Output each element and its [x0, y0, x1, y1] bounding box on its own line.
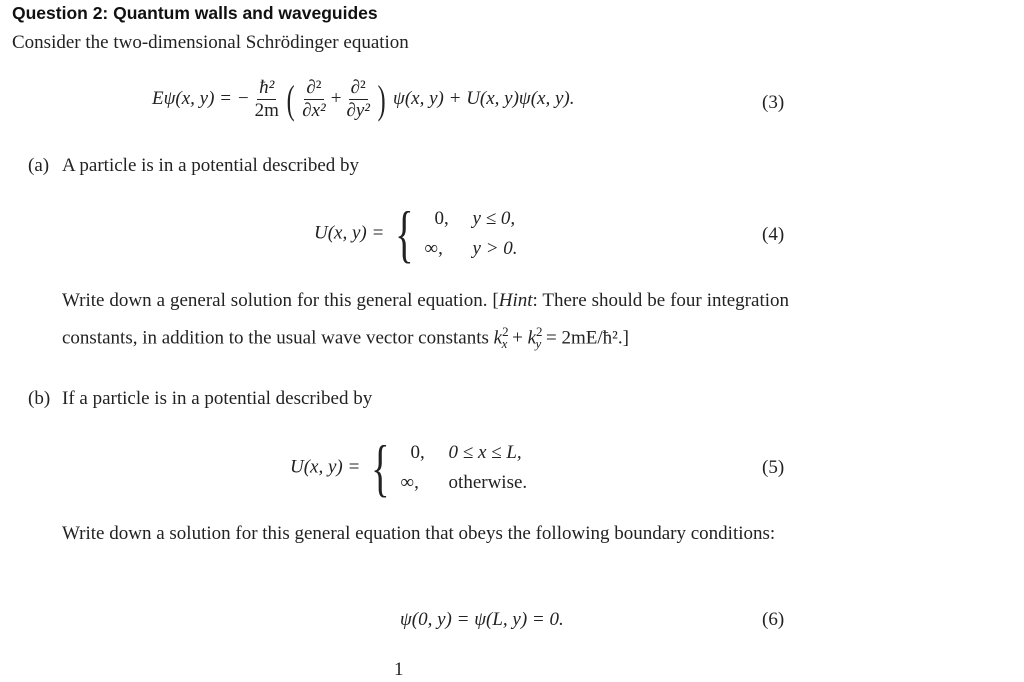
eq5-lhs: U(x, y) =	[290, 456, 361, 478]
equation-number-3: (3)	[762, 92, 785, 113]
equation-number-6: (6)	[762, 609, 785, 630]
equation-4: U(x, y) = { 0, y ≤ 0, ∞, y > 0.	[314, 198, 518, 269]
equation-3: Eψ(x, y) = − $\frac{\text{ħ²}}{2m}$ ( $\frac{\text{∂²}}{\text{∂x²}}$ + $\frac{\text{∂²}}{\text{∂y²}}$ ) ψ(x, y) + U(x, y)ψ(x, y).	[152, 77, 575, 122]
part-a-instructions: Write down a general solution for this general equation. [Hint: There should be four integration constants, in addition to the usual wave vector constants $k^2_x + k^2_y$ = 2mE/ħ².]	[62, 290, 790, 351]
part-a-text: A particle is in a potential described by	[62, 155, 360, 176]
part-a-label: (a)	[28, 155, 50, 176]
page-number: 1	[394, 659, 404, 680]
eq3-plus: +	[330, 87, 342, 109]
eq3-dy-fraction: $\frac{\text{∂²}}{\text{∂y²}}$	[346, 77, 370, 121]
question-title: Question 2: Quantum walls and waveguides	[12, 3, 378, 23]
part-b-instructions: Write down a solution for this general equation that obeys the following boundary conditions:	[62, 523, 776, 544]
hint-label: Hint	[498, 290, 533, 311]
equation-number-4: (4)	[762, 224, 785, 245]
equation-5: U(x, y) = { 0, 0 ≤ x ≤ L, ∞, otherwise.	[290, 432, 528, 503]
equation-number-5: (5)	[762, 457, 785, 478]
eq3-rhs: ψ(x, y) + U(x, y)ψ(x, y).	[393, 87, 575, 109]
eq3-lhs: Eψ(x, y) = −	[152, 87, 250, 109]
eq4-lhs: U(x, y) =	[314, 222, 385, 244]
part-b-label: (b)	[28, 388, 51, 409]
part-b-text: If a particle is in a potential described by	[62, 388, 373, 409]
intro-text: Consider the two-dimensional Schrödinger equation	[12, 32, 409, 53]
eq3-hbar-fraction: $\frac{\text{ħ²}}{2m}$	[254, 77, 279, 121]
equation-6: ψ(0, y) = ψ(L, y) = 0.	[400, 609, 564, 630]
eq3-dx-fraction: $\frac{\text{∂²}}{\text{∂x²}}$	[302, 77, 326, 121]
